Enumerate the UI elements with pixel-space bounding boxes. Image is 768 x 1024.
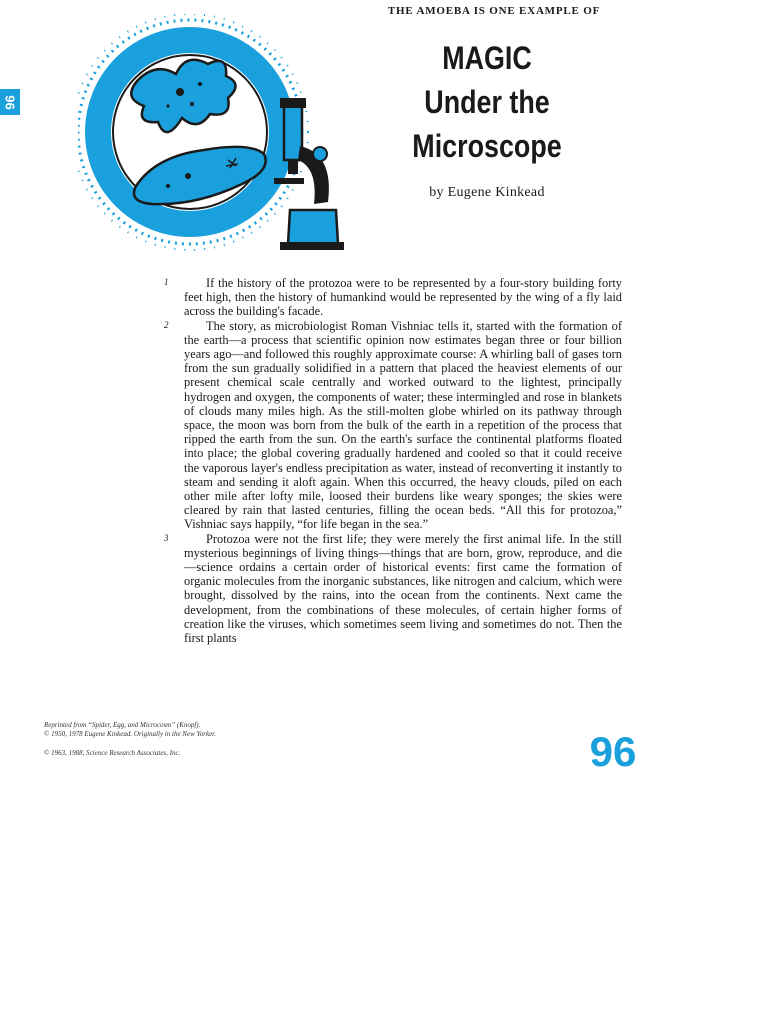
paragraph-number: 1 — [164, 277, 169, 287]
byline: by Eugene Kinkead — [429, 185, 545, 200]
credit-line: © 1950, 1978 Eugene Kinkead. Originally in the New Yorker. — [44, 730, 216, 738]
paragraph-number: 3 — [164, 532, 169, 543]
title-line: Microscope — [412, 128, 562, 164]
paragraph-text: Protozoa were not the first life; they were merely the first animal life. In the still mysterious beginnings of living things—things that are born, grow, reproduce, and die—science ordains a certain order of historical events: first came the formation of organic molecules from the inorganic substances, like nitrogen and calcium, which were brought, dissolved by the rains, into the ocean from the continents. Next came the development, from the combinations of these molecules, of certain higher forms of creation like the viruses, which sometimes seem living and sometimes do not. Then the first plants — [184, 531, 622, 646]
paragraph — [164, 532, 622, 646]
paragraph-text: If the history of the protozoa were to be represented by a four-story building forty feet high, then the history of humankind would be represented by the wing of a fly laid across the building's facade. — [184, 276, 622, 319]
paragraph — [164, 319, 622, 532]
amoeba-icon — [131, 60, 235, 132]
credit-line: Reprinted from “Spider, Egg, and Microcosm” (Knopf). — [44, 721, 201, 729]
paragraph — [164, 276, 622, 319]
paragraph-number: 2 — [164, 319, 169, 330]
article-title — [409, 36, 565, 168]
page-number: 96 — [589, 728, 637, 775]
copyright-line: © 1963, 1988, Science Research Associates, Inc. — [44, 749, 181, 757]
title-line: MAGIC — [442, 40, 532, 76]
article-body — [164, 276, 622, 645]
paragraph-text: The story, as microbiologist Roman Vishniac tells it, started with the formation of the earth—a process that scientific opinion now estimates began three or four billion years ago—and followed this roughly approximate course: A whirling ball of gases torn from the sun gradually solidified in a pattern that placed the heaviest elements of our present chemical scale centrally and worked outward to the lightest, principally hydrogen and oxygen, the components of water; these intermingled and rose in blankets of clouds many miles high. As the still-molten globe whirled on its pathway through space, the moon was born from the bulk of the earth in a repetition of the process that ripped the earth from the sun. On the earth's surface the continental platforms floated into place; the global covering gradually hardened and cooled so that it could receive the vaporous layer's endless precipitation as water, instead of reconverting it instantly to steam and sending it aloft again. When this occurred, the heavy clouds, piled on each other mile after lofty mile, loosed their burdens like weary sponges; the skies were cleared by rain that lasted centuries, filling the ocean beds. “All this for protozoa,” Vishniac says happily, “for life began in the sea.” — [184, 318, 622, 532]
title-line: Under the — [424, 84, 550, 120]
side-page-tab-label: 96 — [2, 94, 18, 110]
side-page-tab — [0, 89, 20, 115]
splatter-ring — [78, 14, 308, 250]
credits — [44, 721, 344, 758]
amoeba-microscope-illustration — [78, 14, 348, 254]
kicker: THE AMOEBA IS ONE EXAMPLE OF — [387, 5, 601, 17]
